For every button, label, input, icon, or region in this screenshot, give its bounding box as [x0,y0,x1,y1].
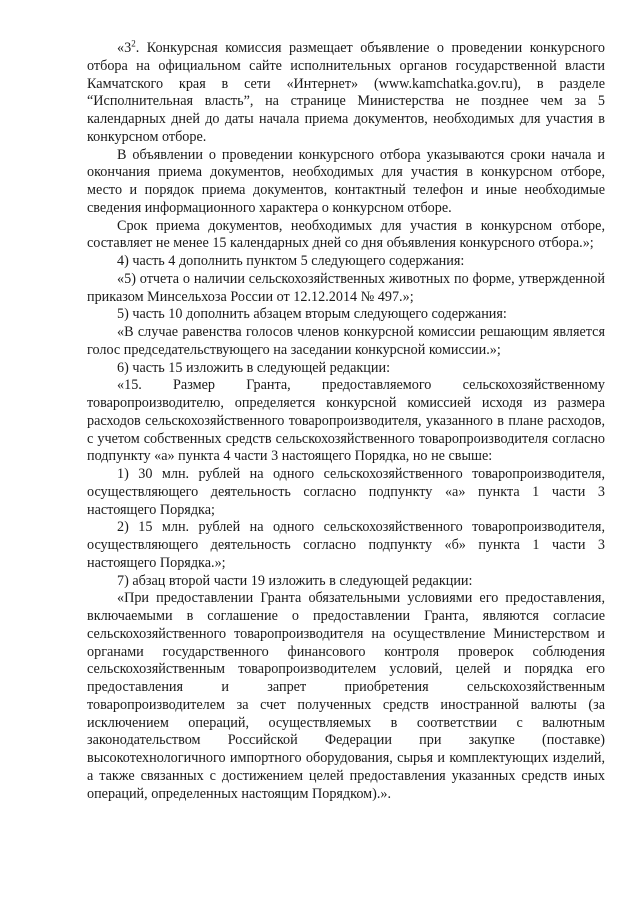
paragraph-announcement-content: В объявлении о проведении конкурсного отбора указываются сроки начала и окончания приема документов, необходимых для участия в конкурсном отборе, место и порядок приема документов, контактный телефон и иные необходимые сведения информационного характера о конкурсном отборе. [87,146,605,216]
paragraph-3-2-start: «3 [117,40,132,56]
document-page [87,40,605,803]
paragraph-3-2 [87,40,605,147]
superscript: 2 [131,38,136,49]
paragraph-item-4: 4) часть 4 дополнить пунктом 5 следующего содержания: [117,253,465,269]
paragraph-item-6-quote: «15. Размер Гранта, предоставляемого сельскохозяйственному товаропроизводителю, определяется конкурсной комиссией исходя из размера расходов сельскохозяйственного товаропроизводителя, указанного в плане расходов, с учетом собственных средств сельскохозяйственного товаропроизводителя согласно подпункту «а» пункта 4 части 3 настоящего Порядка, но не свыше: [87,377,605,465]
paragraph-item-5-quote: «В случае равенства голосов членов конкурсной комиссии решающим является голос председательствующего на заседании конкурсной комиссии.»; [87,324,605,358]
paragraph-item-7: 7) абзац второй части 19 изложить в следующей редакции: [117,572,473,589]
paragraph-item-6: 6) часть 15 изложить в следующей редакции: [117,359,391,376]
paragraph-item-5: 5) часть 10 дополнить абзацем вторым следующего содержания: [117,306,507,323]
paragraph-3-2-text: . Конкурсная комиссия размещает объявление о проведении конкурсного отбора на официальном сайте исполнительных органов государственной власти Камчатского края в сети «Интернет» (www.kamchatka.gov.ru), в разделе “Исполнительная власть”, на странице Министерства не позднее чем за 5 календарных дней до даты начала приема документов, необходимых для участия в конкурсном отборе. [87,40,605,145]
paragraph-submission-period: Срок приема документов, необходимых для участия в конкурсном отборе, составляет не менее 15 календарных дней со дня объявления конкурсного отбора.»; [87,217,605,252]
paragraph-item-4-quote: «5) отчета о наличии сельскохозяйственных животных по форме, утвержденной приказом Минсельхоза России от 12.12.2014 № 497.»; [87,270,605,305]
paragraph-item-7-quote: «При предоставлении Гранта обязательными условиями его предоставления, включаемыми в соглашение о предоставлении Гранта, являются согласие сельскохозяйственного товаропроизводителя на осуществление Министерством и органами государственного финансового контроля проверок соблюдения сельскохозяйственным товаропроизводителем условий, целей и порядка его предоставления и запрет приобретения сельскохозяйственным товаропроизводителем за счет полученных средств иностранной валюты (за исключением операций, осуществляемых в соответствии с валютным законодательством Российской Федерации при закупке (поставке) высокотехнологичного импортного оборудования, сырья и комплектующих изделий, а также связанных с достижением целей предоставления указанных средств иных операций, определенных настоящим Порядком).». [87,590,605,802]
paragraph-limit-2: 2) 15 млн. рублей на одного сельскохозяйственного товаропроизводителя, осуществляющего деятельность согласно подпункту «б» пункта 1 части 3 настоящего Порядка.»; [87,519,605,571]
paragraph-limit-1: 1) 30 млн. рублей на одного сельскохозяйственного товаропроизводителя, осуществляющего деятельность согласно подпункту «а» пункта 1 части 3 настоящего Порядка; [87,466,605,518]
